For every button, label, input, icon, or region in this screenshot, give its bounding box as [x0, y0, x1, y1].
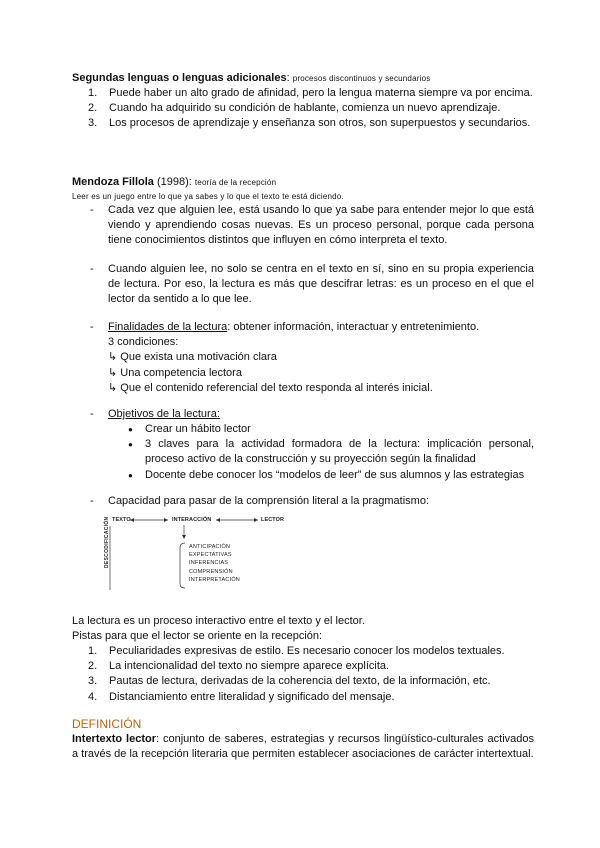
diagram-label-texto: TEXTO: [112, 517, 131, 523]
list-item: 2. Cuando ha adquirido su condición de hablante, comienza un nuevo aprendizaje.: [88, 102, 501, 115]
diagram-list: ANTICIPACIÓN EXPECTATIVAS INFERENCIAS COMPRENSIÓN INTERPRETACIÓN: [189, 544, 240, 583]
list-item: 3. Pautas de lectura, derivadas de la coherencia del texto, de la información, etc.: [88, 675, 491, 688]
dash-item-objetivos: - Objetivos de la lectura:: [90, 408, 220, 420]
bullet-item: ● 3 claves para la actividad formadora de la lectura: implicación personal, proceso activo de la construcción y su proyección según la finalidad: [128, 438, 534, 466]
diagram-label-lector: LECTOR: [261, 517, 285, 523]
conditions-title: 3 condiciones:: [108, 336, 179, 349]
dash-item-finalidades: - Finalidades de la lectura: obtener información, interactuar y entretenimiento. 3 condiciones: ↳ Que exista una motivación clara ↳ Una competencia lectora ↳ Que el contenido referencial del texto responda al interés inicial.: [90, 320, 534, 396]
list-item: 1. Puede haber un alto grado de afinidad, pero la lengua materna siempre va por encima.: [88, 87, 533, 99]
arrow-icon: ↳: [108, 381, 118, 394]
condition-item: ↳ Una competencia lectora: [108, 366, 242, 379]
bullet-item: ● Crear un hábito lector: [126, 422, 534, 437]
condition-item: ↳ Que exista una motivación clara: [108, 351, 277, 364]
diagram-label-descodificacion: DESCODIFICACIÓN: [104, 516, 110, 568]
finalidades-label: Finalidades de la lectura: [108, 321, 228, 333]
dash-item-capacidad: - Capacidad para pasar de la comprensión literal a la pragmatismo:: [90, 495, 430, 507]
list-item: 4. Distanciamiento entre literalidad y significado del mensaje.: [88, 690, 395, 703]
dash-item: - Cuando alguien lee, no solo se centra en el texto en sí, sino en su propia experiencia de lectura. Por eso, la lectura es más que descifrar letras: es un proceso en el que el lector da sentido a lo que lee.: [90, 263, 534, 306]
definition-heading: DEFINICIÓN: [72, 717, 142, 731]
list-item: 1. Peculiaridades expresivas de estilo. Es necesario conocer los modelos textuales.: [88, 645, 505, 657]
bullet-icon: ●: [128, 440, 133, 450]
dash-item: - Cada vez que alguien lee, está usando lo que ya sabe para entender mejor lo que está viendo y aprendiendo cosas nuevas. Es un proceso personal, porque cada persona tiene conocimientos distintos que influyen en cómo interpreta el texto.: [90, 204, 534, 247]
bullet-list-objetivos: [126, 422, 534, 483]
definition-body: Intertexto lector: conjunto de saberes, estrategias y recursos lingüístico-culturales activados a través de la recepción literaria que permiten establecer asociaciones de carácter intertextual.: [72, 733, 534, 761]
section-segundas-lenguas-heading: Segundas lenguas o lenguas adicionales: procesos discontinuos y secundarios: [72, 72, 431, 84]
arrow-icon: ↳: [108, 351, 118, 364]
definition-term: Intertexto lector: [72, 733, 156, 745]
numbered-list-pistas: [88, 644, 534, 705]
section-subtitle: procesos discontinuos y secundarios: [292, 74, 431, 83]
author-name: Mendoza Fillola: [72, 176, 154, 188]
arrow-icon: ↳: [108, 366, 118, 379]
tagline: Leer es un juego entre lo que ya sabes y lo que el texto te está diciendo.: [72, 192, 344, 201]
condition-item: ↳ Que el contenido referencial del texto responda al interés inicial.: [108, 381, 433, 394]
theory-name: teoría de la recepción: [194, 178, 277, 187]
list-item: 2. La intencionalidad del texto no siempre aparece explícita.: [88, 660, 390, 673]
pistas-line: Pistas para que el lector se oriente en la recepción:: [72, 630, 323, 642]
objetivos-label: Objetivos de la lectura:: [108, 408, 220, 420]
list-item: 3. Los procesos de aprendizaje y enseñanza son otros, son superpuestos y secundarios.: [88, 117, 531, 130]
section-title: Segundas lenguas o lenguas adicionales: [72, 72, 287, 84]
interactive-process-line: La lectura es un proceso interactivo entre el texto y el lector.: [72, 615, 365, 627]
mendoza-heading: Mendoza Fillola (1998): teoría de la recepción: [72, 176, 277, 188]
bullet-icon: ●: [128, 425, 133, 434]
diagram-label-interaccion: INTERACCIÓN: [172, 517, 212, 523]
numbered-list-segundas-lenguas: [88, 86, 534, 132]
bullet-item: ● Docente debe conocer los “modelos de leer” de sus alumnos y las estrategias: [126, 468, 534, 483]
reading-process-diagram: [106, 510, 294, 594]
bullet-icon: ●: [128, 470, 133, 480]
